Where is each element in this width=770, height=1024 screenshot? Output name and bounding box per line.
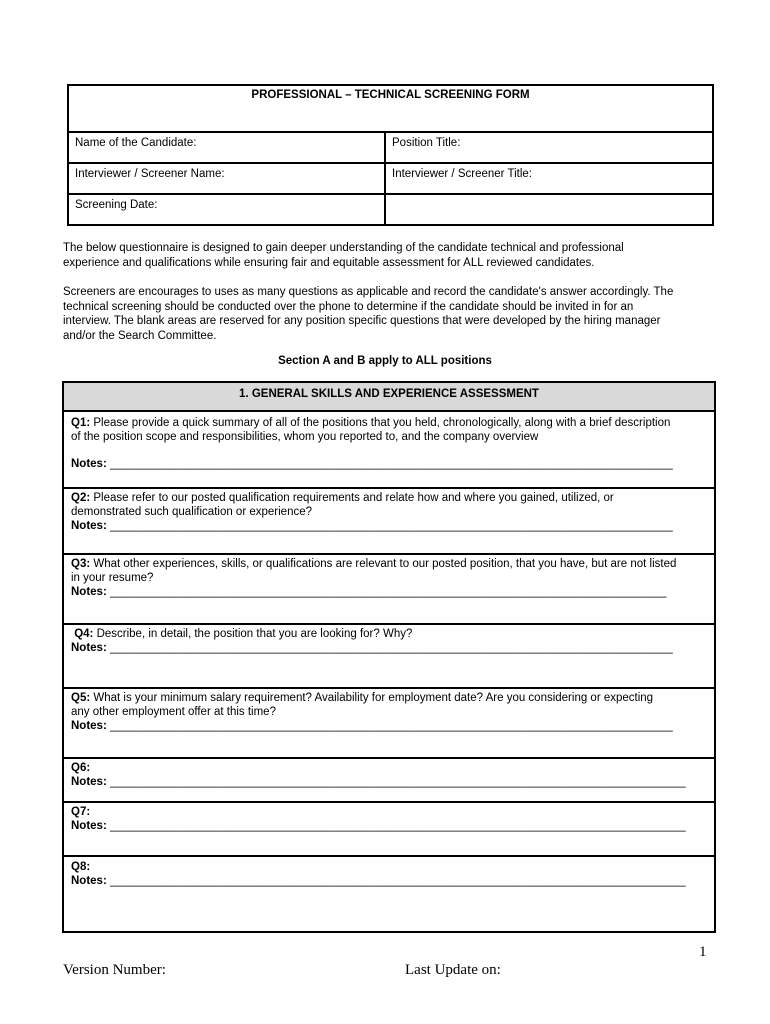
row-divider [64, 757, 714, 759]
question-3 [71, 557, 706, 599]
intro-line: experience and qualifications while ensuring fair and equitable assessment for ALL reviewed candidates. [63, 256, 595, 269]
notes-label: Notes: [71, 820, 107, 832]
form-title: PROFESSIONAL – TECHNICAL SCREENING FORM [251, 89, 530, 101]
question-number: Q2: [71, 492, 91, 504]
question-text: of the position scope and responsibilities, whom you reported to, and the company overview [71, 431, 539, 443]
question-text: Please refer to our posted qualification requirements and relate how and where you gained, utilized, or [90, 492, 614, 504]
question-text: demonstrated such qualification or experience? [71, 506, 313, 518]
question-text: in your resume? [71, 572, 154, 584]
row-divider [64, 801, 714, 803]
question-1 [71, 416, 706, 471]
notes-line[interactable]: ________________________________________________________________________________________ [106, 520, 673, 532]
notes-label: Notes: [71, 720, 107, 732]
notes-line[interactable]: ________________________________________________________________________________________ [106, 458, 673, 470]
version-number-label: Version Number: [63, 962, 166, 978]
question-text: Please provide a quick summary of all of the positions that you held, chronologically, along with a brief description [90, 417, 671, 429]
row-divider [64, 553, 714, 555]
question-number: Q3: [71, 558, 91, 570]
question-number: Q5: [71, 692, 91, 704]
questions-table [62, 381, 716, 933]
intro-paragraph-2 [63, 285, 713, 343]
question-text: What other experiences, skills, or qualifications are relevant to our posted position, that you have, but are not listed [90, 558, 677, 570]
row-divider [64, 855, 714, 857]
question-text: any other employment offer at this time? [71, 706, 276, 718]
section-title: 1. GENERAL SKILLS AND EXPERIENCE ASSESSMENT [239, 388, 539, 400]
notes-label: Notes: [71, 875, 107, 887]
intro-line: Screeners are encourages to uses as many questions as applicable and record the candidate's answer accordingly. The [63, 286, 674, 298]
notes-label: Notes: [71, 586, 107, 598]
intro-line: The below questionnaire is designed to gain deeper understanding of the candidate technical and professional [63, 242, 624, 254]
notes-line[interactable]: _______________________________________________________________________________________ [106, 586, 667, 598]
question-7 [71, 805, 706, 833]
notes-label: Notes: [71, 458, 107, 470]
row-divider [64, 487, 714, 489]
notes-line[interactable]: __________________________________________________________________________________________ [106, 875, 686, 887]
question-8 [71, 860, 706, 888]
intro-paragraph-1 [63, 241, 713, 270]
row-divider [64, 687, 714, 689]
last-update-label: Last Update on: [405, 962, 501, 978]
question-number: Q6: [71, 762, 91, 774]
question-number: Q4: [74, 628, 94, 640]
notes-label: Notes: [71, 642, 107, 654]
notes-line[interactable]: __________________________________________________________________________________________ [106, 820, 686, 832]
section-header [64, 383, 714, 412]
screening-date-label: Screening Date: [75, 199, 158, 211]
question-number: Q8: [71, 861, 91, 873]
divider [69, 131, 712, 133]
question-number: Q7: [71, 806, 91, 818]
question-5 [71, 691, 706, 733]
candidate-name-label: Name of the Candidate: [75, 137, 197, 149]
notes-line[interactable]: __________________________________________________________________________________________ [106, 776, 686, 788]
notes-line[interactable]: ________________________________________________________________________________________ [106, 720, 673, 732]
intro-line: and/or the Search Committee. [63, 329, 217, 342]
question-text: What is your minimum salary requirement? Availability for employment date? Are you considering or expecting [90, 692, 654, 704]
interviewer-title-label: Interviewer / Screener Title: [392, 168, 532, 180]
question-text: Describe, in detail, the position that you are looking for? Why? [93, 628, 413, 640]
position-title-label: Position Title: [392, 137, 461, 149]
question-2 [71, 491, 706, 533]
row-divider [64, 623, 714, 625]
intro-line: technical screening should be conducted over the phone to determine if the candidate should be invited in for an [63, 300, 634, 313]
question-number: Q1: [71, 417, 91, 429]
section-note: Section A and B apply to ALL positions [278, 355, 492, 367]
divider [69, 162, 712, 164]
page-number: 1 [699, 944, 707, 960]
intro-line: interview. The blank areas are reserved for any position specific questions that were developed by the hiring manager [63, 315, 661, 327]
notes-line[interactable]: ________________________________________________________________________________________ [106, 642, 673, 654]
interviewer-name-label: Interviewer / Screener Name: [75, 168, 225, 180]
header-table [67, 84, 714, 226]
question-6 [71, 761, 706, 789]
divider [69, 193, 712, 195]
column-divider [384, 131, 386, 226]
notes-label: Notes: [71, 520, 107, 532]
notes-label: Notes: [71, 776, 107, 788]
question-4 [71, 627, 706, 655]
